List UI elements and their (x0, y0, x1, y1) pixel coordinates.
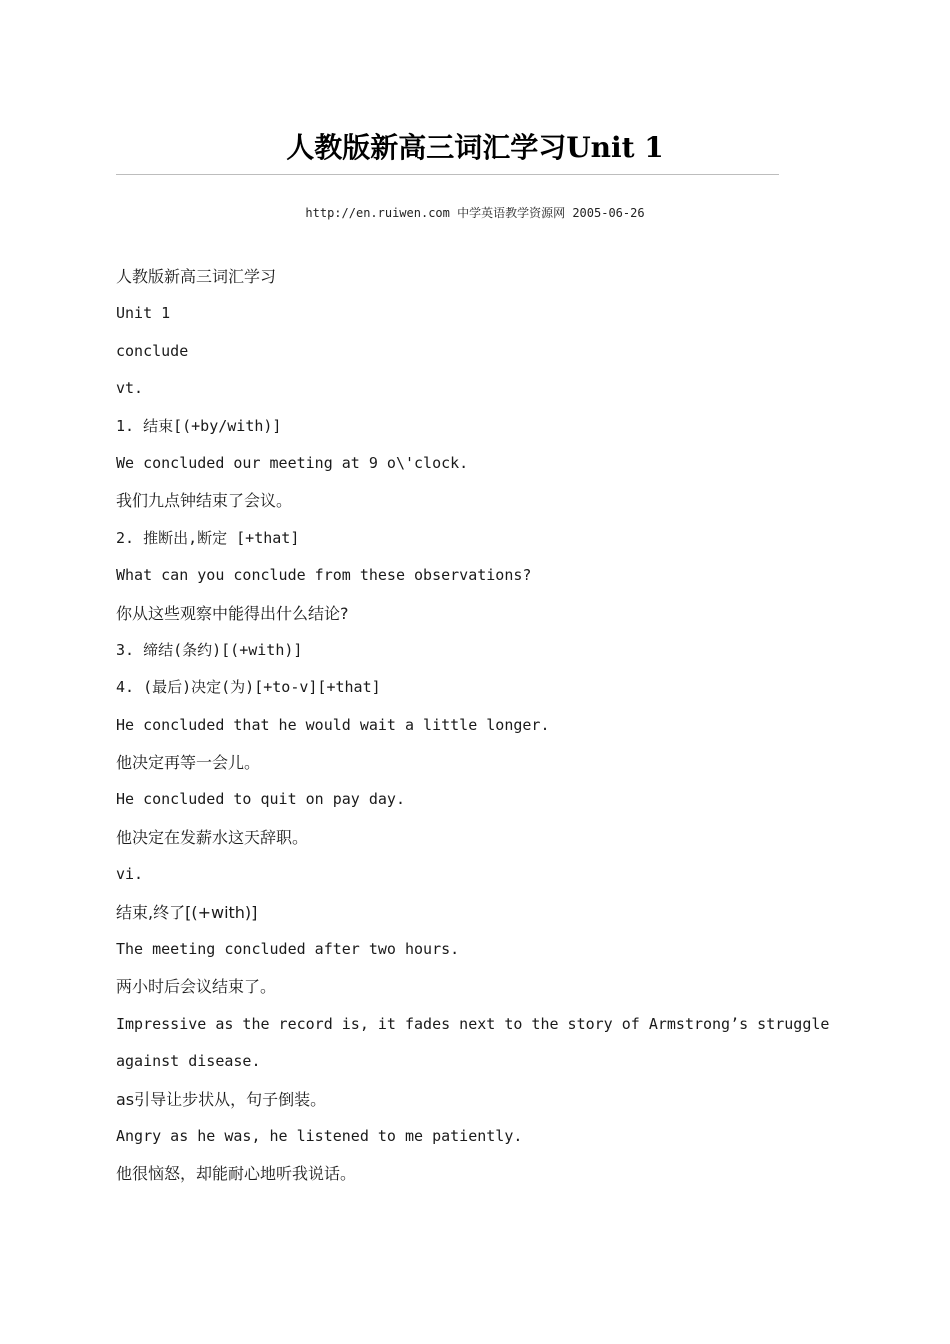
text-line: 2. 推断出,断定 [+that] (116, 528, 300, 547)
text-line: We concluded our meeting at 9 o\'clock. (116, 453, 469, 472)
text-line: 两小时后会议结束了。 (116, 977, 277, 997)
title-divider (116, 174, 779, 175)
document-body (116, 258, 836, 1193)
text-line: 他很恼怒，却能耐心地听我说话。 (116, 1164, 357, 1184)
text-line: He concluded to quit on pay day. (116, 790, 405, 809)
text-line: 3. 缔结(条约)[(+with)] (116, 640, 303, 659)
text-line: 结束,终了[(+with)] (116, 902, 258, 922)
text-line: 1. 结束[(+by/with)] (116, 416, 282, 435)
text-line: 他决定再等一会儿。 (116, 753, 261, 773)
text-line: as引导让步状从，句子倒装。 (116, 1089, 327, 1109)
text-line: Unit 1 (116, 304, 171, 323)
text-line: Impressive as the record is, it fades next to the story of Armstrong’s struggle (116, 1014, 830, 1033)
text-line: He concluded that he would wait a little longer. (116, 715, 550, 734)
text-line: The meeting concluded after two hours. (116, 940, 460, 959)
text-line: conclude (116, 341, 189, 360)
text-line: 我们九点钟结束了会议。 (116, 491, 293, 511)
text-line: vi. (116, 865, 144, 884)
text-line: against disease. (116, 1052, 261, 1071)
text-line: Angry as he was, he listened to me patiently. (116, 1126, 523, 1145)
text-line: 4. (最后)决定(为)[+to-v][+that] (116, 678, 381, 697)
source-line: http://en.ruiwen.com 中学英语教学资源网 2005-06-26 (305, 206, 645, 220)
document-title: 人教版新高三词汇学习Unit 1 (286, 131, 664, 164)
text-line: 人教版新高三词汇学习 (116, 267, 277, 286)
text-line: 你从这些观察中能得出什么结论? (116, 603, 349, 623)
text-line: What can you conclude from these observations? (116, 566, 532, 585)
text-line: 他决定在发薪水这天辞职。 (116, 827, 309, 847)
text-line: vt. (116, 379, 144, 398)
